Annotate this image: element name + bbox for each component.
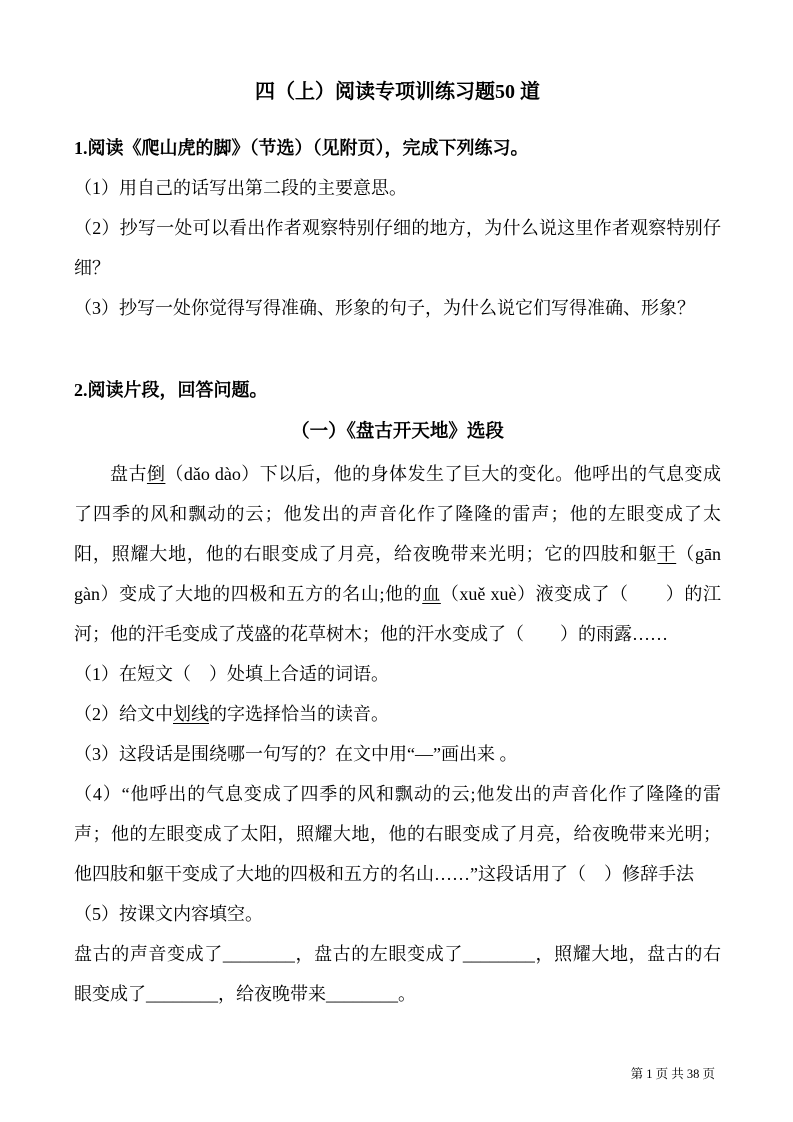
question-2-item-4: （4）“他呼出的气息变成了四季的风和飘动的云;他发出的声音化作了隆隆的雷声；他的左眼变成了太阳，照耀大地，他的右眼变成了月亮，给夜晚带来光明；他四肢和躯干变成了大地的四极和五方的名山……”这段话用了（ ）修辞手法	[74, 784, 721, 884]
passage-text: 盘古倒（dǎo dào）下以后，他的身体发生了巨大的变化。他呼出的气息变成了四季的风和飘动的云；他发出的声音化作了隆隆的雷声；他的左眼变成了太阳，照耀大地，他的右眼变成了月亮，给夜晚带来光明；它的四肢和躯干（gān gàn）变成了大地的四极和五方的名山;他的血（xuě xuè）液变成了（ ）的江河；他的汗毛变成了茂盛的花草树木；他的汗水变成了（ ）的雨露……	[74, 464, 722, 644]
question-1-heading: 1.阅读《爬山虎的脚》（节选）（见附页），完成下列练习。	[74, 138, 529, 158]
page-number-footer: 第 1 页 共 38 页	[630, 1067, 715, 1081]
fill-in-blank-line: 盘古的声音变成了________，盘古的左眼变成了________，照耀大地，盘古的右眼变成了________，给夜晚带来________。	[74, 944, 721, 1004]
question-2-item-5: （5）按课文内容填空。	[74, 904, 263, 924]
question-1-item-2: （2）抄写一处可以看出作者观察特别仔细的地方，为什么说这里作者观察特别仔细？	[74, 218, 721, 278]
document-title: 四（上）阅读专项训练习题50 道	[255, 81, 540, 103]
question-2-heading: 2.阅读片段，回答问题。	[74, 380, 268, 400]
question-2-item-2: （2）给文中划线的字选择恰当的读音。	[74, 704, 389, 724]
question-2-item-1: （1）在短文（ ）处填上合适的词语。	[74, 664, 389, 684]
passage-title: （一）《盘古开天地》选段	[291, 422, 504, 442]
question-1-item-3: （3）抄写一处你觉得写得准确、形象的句子，为什么说它们写得准确、形象？	[74, 298, 695, 318]
question-1-item-1: （1）用自己的话写出第二段的主要意思。	[74, 178, 407, 198]
question-2-item-3: （3）这段话是围绕哪一句写的？在文中用“—”画出来 。	[74, 744, 518, 764]
